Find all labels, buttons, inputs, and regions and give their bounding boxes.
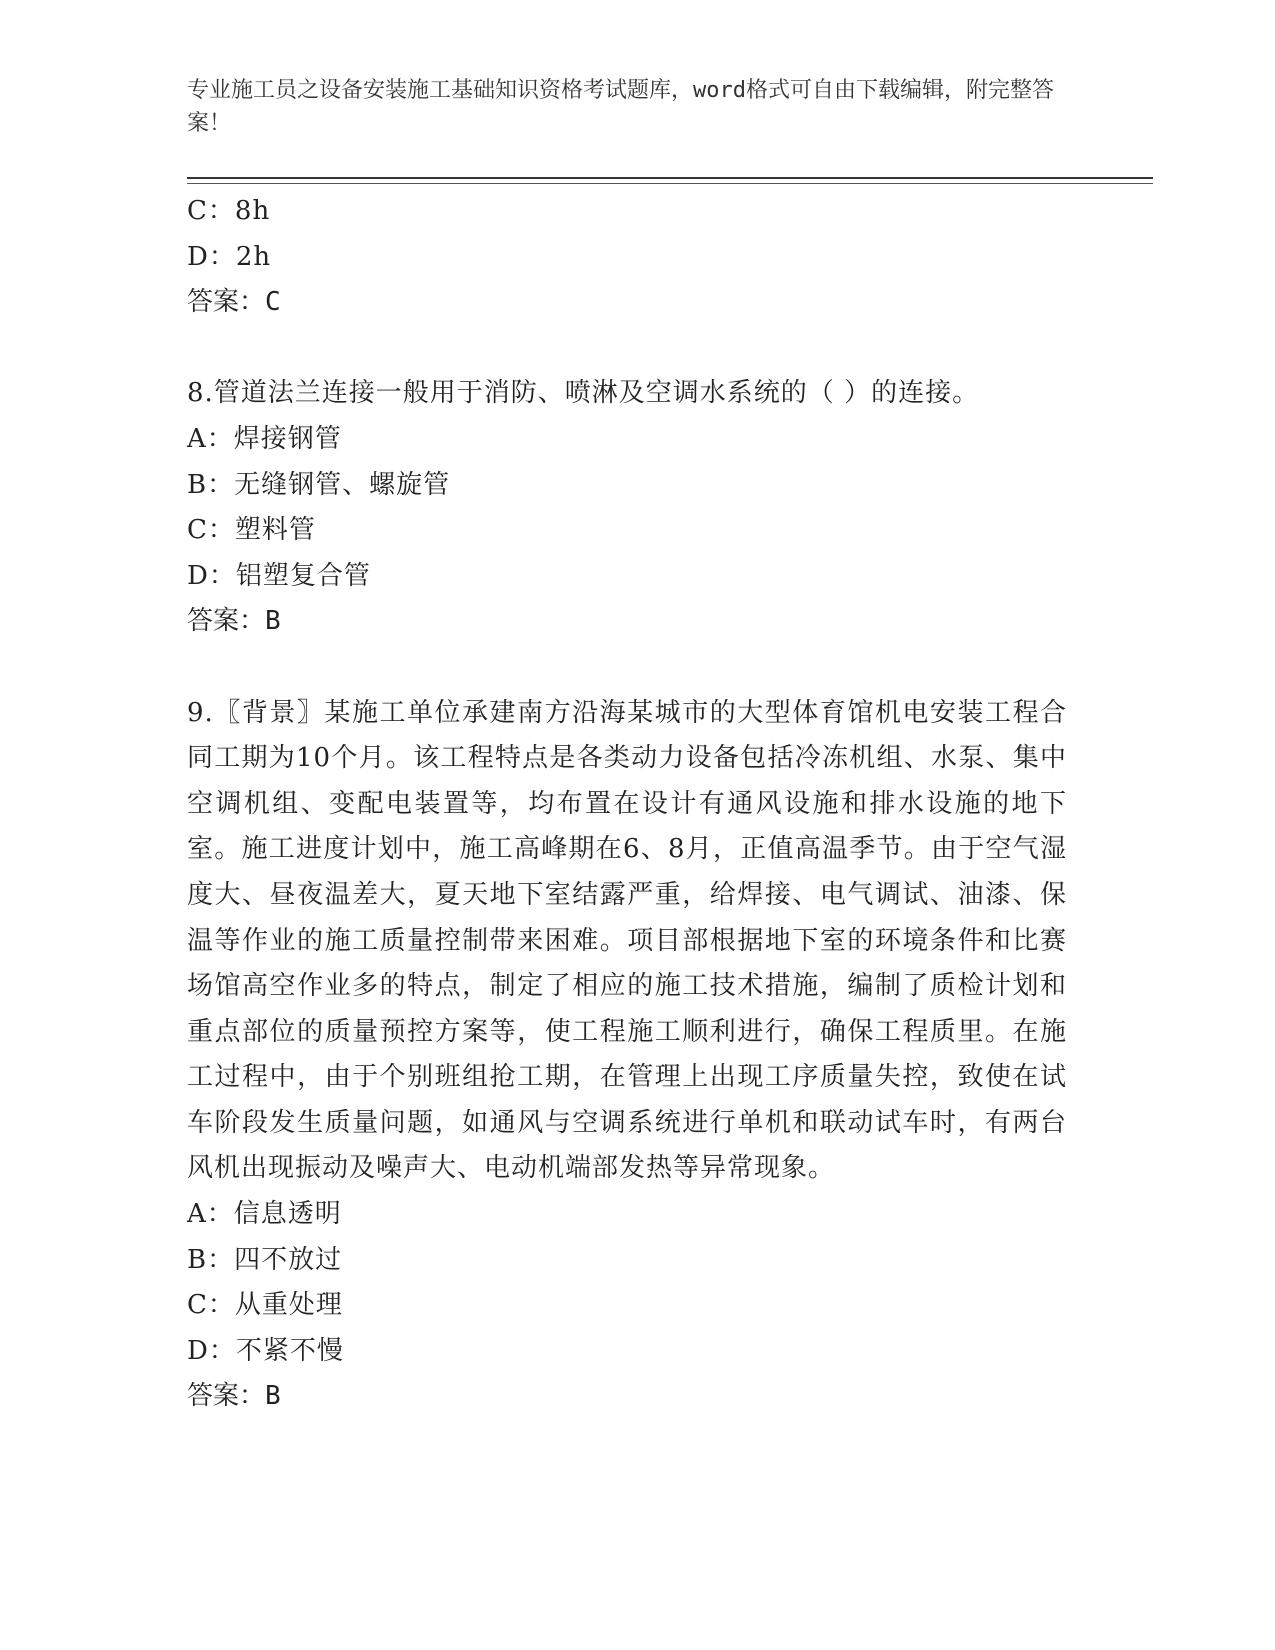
option-label: A： [187,423,234,454]
option-c [187,1283,1067,1329]
option-b [187,463,1067,509]
question-7 [187,189,1067,326]
option-d [187,554,1067,600]
option-c [187,508,1067,554]
option-d [187,1329,1067,1375]
option-label: C： [187,196,235,226]
option-label: D： [187,560,236,591]
spacer [187,645,1067,691]
option-label: B： [187,469,235,500]
option-text: 无缝钢管、螺旋管 [234,469,451,500]
spacer [187,326,1067,372]
option-text: 焊接钢管 [233,423,342,454]
answer: 答案：B [187,606,281,637]
option-text: 四不放过 [234,1244,343,1275]
option-label: A： [187,1199,234,1230]
question-stem: 8.管道法兰连接一般用于消防、喷淋及空调水系统的（ ）的连接。 [187,378,980,409]
option-text: 不紧不慢 [235,1335,344,1366]
option-text: 8h [234,196,271,226]
option-text: 信息透明 [233,1199,342,1230]
answer: 答案：B [187,1381,281,1412]
option-text: 从重处理 [234,1290,343,1321]
option-d [187,235,1067,281]
option-b [187,1238,1067,1284]
question-stem: 9.〖背景〗某施工单位承建南方沿海某城市的大型体育馆机电安装工程合同工期为10个月。该工程特点是各类动力设备包括冷冻机组、水泵、集中空调机组、变配电装置等，均布置在设计有通风设施和排水设施的地下室。施工进度计划中，施工高峰期在6、8月，正值高温季节。由于空气湿度大、昼夜温差大，夏天地下室结露严重，给焊接、电气调试、油漆、保温等作业的施工质量控制带来困难。项目部根据地下室的环境条件和比赛场馆高空作业多的特点，制定了相应的施工技术措施，编制了质检计划和重点部位的质量预控方案等，使工程施工顺利进行，确保工程质里。在施工过程中，由于个别班组抢工期，在管理上出现工序质量失控，致使在试车阶段发生质量问题，如通风与空调系统进行单机和联动试车时，有两台风机出现振动及噪声大、电动机端部发热等异常现象。 [187,697,1067,1184]
option-text: 铝塑复合管 [235,560,371,591]
option-a [187,1192,1067,1238]
header-rule-thin [187,183,1153,184]
option-label: C： [187,1290,235,1321]
document-body [187,189,1067,1420]
option-c [187,189,1067,235]
option-label: D： [187,241,236,272]
question-9 [187,691,1067,1421]
question-8 [187,371,1067,645]
option-text: 塑料管 [234,515,316,546]
option-label: C： [187,515,235,546]
option-text: 2h [235,241,272,272]
header-rule-thick [187,177,1153,179]
option-label: B： [187,1244,235,1275]
document-header: 专业施工员之设备安装施工基础知识资格考试题库，word格式可自由下载编辑，附完整答案！ [187,78,1054,136]
option-label: D： [187,1335,236,1366]
option-a [187,417,1067,463]
answer: 答案：C [187,287,281,318]
